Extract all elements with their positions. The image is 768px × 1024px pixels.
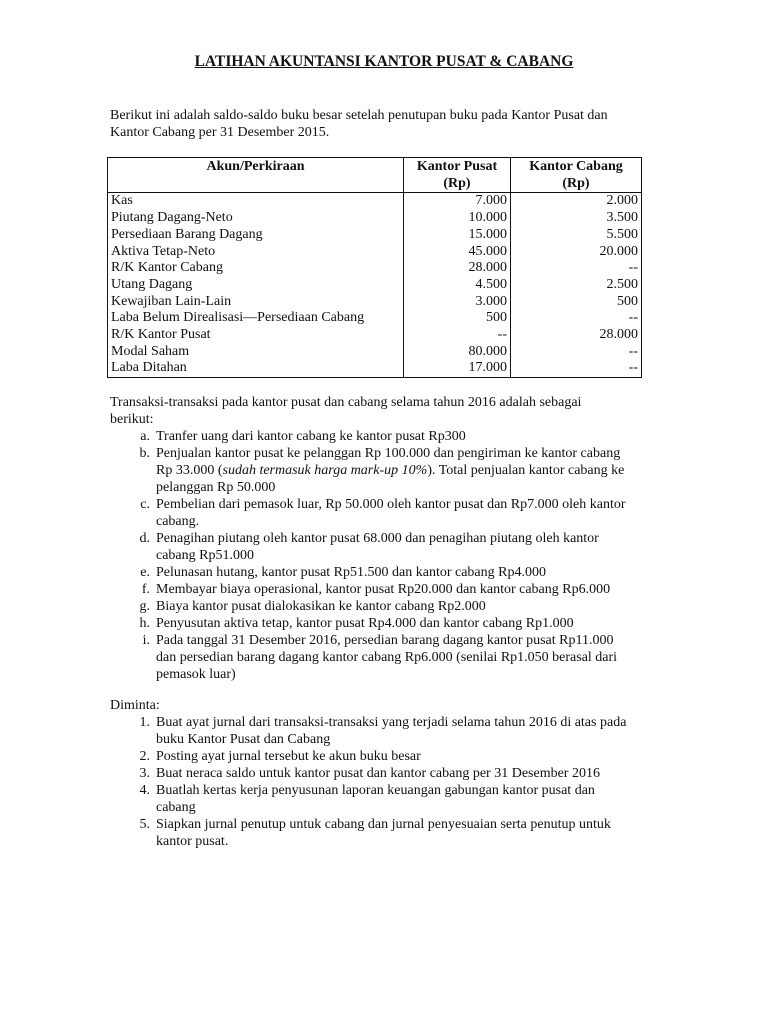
requirements-section [110,697,680,850]
header-head-office-unit: (Rp) [443,175,471,191]
cell-branch: 2.500 [511,277,642,294]
transactions-intro: berikut: [110,412,154,427]
list-marker: h. [139,616,150,631]
header-branch-unit: (Rp) [562,175,590,191]
cell-branch: 20.000 [511,244,642,261]
cell-account: Kewajiban Lain-Lain [108,294,404,311]
cell-head-office: 80.000 [404,344,511,361]
item-line: cabang. [156,514,200,529]
page-title: LATIHAN AKUNTANSI KANTOR PUSAT & CABANG [194,53,574,70]
cell-branch: -- [511,310,642,327]
item-line [156,462,680,479]
cell-branch: 500 [511,294,642,311]
item-line: pemasok luar) [156,667,236,682]
cell-account: Persediaan Barang Dagang [108,227,404,244]
cell-account: Aktiva Tetap-Neto [108,244,404,261]
table-row [108,327,642,344]
intro-paragraph [110,107,670,141]
list-marker: g. [139,599,150,614]
table-row [108,244,642,261]
transactions-intro: Transaksi-transaksi pada kantor pusat dan cabang selama tahun 2016 adalah sebagai [110,395,582,410]
item-line: cabang [156,800,196,815]
list-item [110,598,680,615]
list-marker: 3. [139,766,150,781]
list-item [110,632,680,683]
cell-branch: 28.000 [511,327,642,344]
item-line: cabang Rp51.000 [156,548,254,563]
list-marker: c. [140,497,150,512]
cell-account: Kas [108,193,404,210]
cell-account: Modal Saham [108,344,404,361]
cell-account: R/K Kantor Pusat [108,327,404,344]
list-item [110,496,680,530]
cell-branch: -- [511,360,642,377]
list-marker: 1. [139,715,150,730]
item-line: Penagihan piutang oleh kantor pusat 68.000 dan penagihan piutang oleh kantor [156,531,599,546]
cell-head-office: 4.500 [404,277,511,294]
list-marker: b. [139,446,150,461]
list-item [110,428,680,445]
cell-account: Utang Dagang [108,277,404,294]
list-marker: i. [142,633,150,648]
cell-branch: 3.500 [511,210,642,227]
balance-table [107,157,642,378]
cell-branch: -- [511,260,642,277]
cell-branch: 5.500 [511,227,642,244]
table-row [108,227,642,244]
intro-line: Kantor Cabang per 31 Desember 2015. [110,125,330,140]
header-head-office-label: Kantor Pusat [416,159,498,174]
cell-head-office: 45.000 [404,244,511,261]
table-row [108,277,642,294]
header-account: Akun/Perkiraan [108,158,404,193]
list-item [110,714,680,748]
list-marker: 4. [139,783,150,798]
item-italic-text: sudah termasuk harga mark-up 10% [222,463,428,478]
cell-branch: -- [511,344,642,361]
list-item [110,765,680,782]
header-branch [511,158,642,193]
item-line: Penjualan kantor pusat ke pelanggan Rp 100.000 dan pengiriman ke kantor cabang [156,446,621,461]
list-item [110,748,680,765]
item-line: Pembelian dari pemasok luar, Rp 50.000 oleh kantor pusat dan Rp7.000 oleh kantor [156,497,626,512]
item-line: Buatlah kertas kerja penyusunan laporan keuangan gabungan kantor pusat dan [156,783,595,798]
requirements-list [110,714,680,850]
list-marker: a. [140,429,150,444]
item-line: Biaya kantor pusat dialokasikan ke kantor cabang Rp2.000 [156,599,486,614]
list-item [110,615,680,632]
cell-head-office: 3.000 [404,294,511,311]
table-row [108,210,642,227]
list-item [110,782,680,816]
item-line: buku Kantor Pusat dan Cabang [156,732,331,747]
list-marker: e. [140,565,150,580]
item-text: Rp 33.000 ( [156,463,223,478]
cell-head-office: 28.000 [404,260,511,277]
list-marker: 2. [139,749,150,764]
list-item [110,445,680,496]
item-line: kantor pusat. [156,834,229,849]
table-row [108,294,642,311]
cell-head-office: -- [404,327,511,344]
item-line: Pada tanggal 31 Desember 2016, persedian barang dagang kantor pusat Rp11.000 [156,633,614,648]
item-line: Membayar biaya operasional, kantor pusat Rp20.000 dan kantor cabang Rp6.000 [156,582,611,597]
cell-head-office: 7.000 [404,193,511,210]
list-marker: f. [141,582,150,597]
list-marker: d. [139,531,150,546]
table-row [108,360,642,377]
cell-head-office: 500 [404,310,511,327]
cell-account: Laba Belum Direalisasi—Persediaan Cabang [108,310,404,327]
list-marker: 5. [139,817,150,832]
header-branch-label: Kantor Cabang [529,159,623,174]
item-line: pelanggan Rp 50.000 [156,480,276,495]
list-item [110,530,680,564]
table-header-row [108,158,642,193]
cell-account: Piutang Dagang-Neto [108,210,404,227]
header-head-office [404,158,511,193]
item-line: Buat ayat jurnal dari transaksi-transaksi yang terjadi selama tahun 2016 di atas pada [156,715,627,730]
requirements-heading: Diminta: [110,698,160,713]
item-line: Pelunasan hutang, kantor pusat Rp51.500 dan kantor cabang Rp4.000 [156,565,546,580]
intro-line: Berikut ini adalah saldo-saldo buku besar setelah penutupan buku pada Kantor Pusat dan [110,108,608,123]
item-line: Buat neraca saldo untuk kantor pusat dan kantor cabang per 31 Desember 2016 [156,766,600,781]
table-row [108,344,642,361]
item-line: Posting ayat jurnal tersebut ke akun buku besar [156,749,421,764]
cell-head-office: 15.000 [404,227,511,244]
list-item [110,581,680,598]
item-line: Tranfer uang dari kantor cabang ke kantor pusat Rp300 [156,429,466,444]
item-text: ). Total penjualan kantor cabang ke [427,463,625,478]
transactions-list [110,428,680,683]
table-row [108,310,642,327]
table-row [108,260,642,277]
item-line: dan persedian barang dagang kantor cabang Rp6.000 (senilai Rp1.050 berasal dari [156,650,618,665]
item-line: Penyusutan aktiva tetap, kantor pusat Rp4.000 dan kantor cabang Rp1.000 [156,616,574,631]
item-line: Siapkan jurnal penutup untuk cabang dan jurnal penyesuaian serta penutup untuk [156,817,611,832]
table-row [108,193,642,210]
cell-account: Laba Ditahan [108,360,404,377]
transactions-section [110,394,680,683]
cell-head-office: 10.000 [404,210,511,227]
cell-account: R/K Kantor Cabang [108,260,404,277]
cell-branch: 2.000 [511,193,642,210]
list-item [110,564,680,581]
cell-head-office: 17.000 [404,360,511,377]
list-item [110,816,680,850]
